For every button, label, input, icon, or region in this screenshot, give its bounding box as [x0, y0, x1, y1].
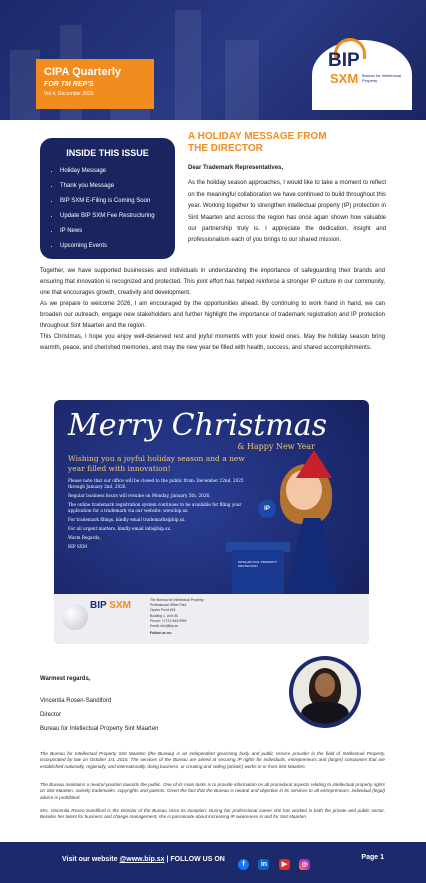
card-notice-line: For all urgent matters, kindly email info@bip.sx.: [68, 526, 172, 531]
facebook-icon[interactable]: f: [238, 859, 249, 870]
footer-bar: [0, 842, 426, 883]
issue-item: • Thank you Message: [60, 179, 155, 194]
illustration-dress: [284, 518, 340, 604]
christmas-card-image: [54, 400, 369, 644]
issue-heading: INSIDE THIS ISSUE: [66, 148, 149, 158]
about-paragraph: The Bureau for Intellectual Property Sint Maarten (the Bureau) is an independent governing body and public service provider in the field of Intellectual Property, incorporated by law on October 1st, 2015. The services of the Bureau are aimed at securing IP rights for individuals, entrepreneurs and (larger) companies that are established nationally, regionally, and internationally, doing business, or creating and selling (artistic) works in or from Sint Maarten.: [40, 751, 385, 769]
photo-background: [293, 660, 357, 724]
message-intro: [188, 163, 386, 247]
about-paragraph: Mrs. Vincentia Rosen-Sandiford is the Director of the Bureau since its inception. During her professional career she has worked in both the private and public sector. Besides her talent for business and change management, she is passionate about increasing IP awareness in and for Sint Maarten.: [40, 808, 385, 820]
message-paragraph: As the holiday season approaches, I would like to take a moment to reflect on the meaningful collaboration we have continued to build throughout this year. Working together to strengthen intellectual property (IP) protection in Sint Maarten and across the region has once again shown how valuable our partnership truly is. I appreciate the dedication, insight and professionalism each of you brings to our shared mission.: [188, 180, 386, 244]
director-name: Vincentia Rosen-Sandiford: [40, 698, 112, 704]
gift-box-label: INTELLECTUAL PROPERTY PROTECTION: [238, 560, 278, 568]
director-photo: [289, 656, 361, 728]
director-role: Director: [40, 712, 62, 718]
inside-this-issue-box: [40, 138, 175, 259]
header-banner: [0, 0, 426, 120]
santa-hat-icon: [296, 450, 332, 478]
youtube-icon[interactable]: ▶: [279, 859, 290, 870]
director-org: Bureau for Intellectual Property Sint Maarten: [40, 726, 159, 732]
issue-item: • Update BIP SXM Fee Restructuring: [60, 209, 155, 224]
card-notice-line: Regular business hours will resume on Monday, January 5th, 2026.: [68, 493, 211, 498]
issue-item: • BIP SXM E-Filing is Coming Soon: [60, 194, 155, 209]
message-paragraph: As we prepare to welcome 2026, I am encouraged by the opportunities ahead. By continuing to work hand in hand, we can broaden our outreach, engage new stakeholders and further highlight the importance of trademark registration and IP protection throughout Sint Maarten and the region.: [40, 301, 385, 329]
logo-sub-text: SXM: [330, 71, 359, 86]
website-link[interactable]: @www.bip.sx: [119, 856, 165, 863]
issue-item: • Upcoming Events: [60, 239, 155, 254]
linkedin-icon[interactable]: in: [258, 859, 269, 870]
follow-label: | FOLLOW US ON: [166, 856, 225, 863]
logo-caption: Bureau for Intellectual Property: [362, 73, 401, 83]
photo-face: [315, 673, 335, 697]
card-footer-logo: [90, 600, 131, 611]
card-footer-logo-sub: SXM: [109, 600, 131, 611]
logo-main-text: BIP: [328, 50, 360, 71]
newsletter-subtitle: FOR TM REP'S: [44, 81, 94, 88]
message-title-line: THE DIRECTOR: [188, 143, 263, 154]
issue-list: [50, 164, 155, 254]
issue-item: • IP News: [60, 224, 155, 239]
newsletter-title: CIPA Quarterly: [44, 66, 122, 78]
page-number: Page 1: [361, 854, 384, 861]
card-merry-christmas: Merry Christmas: [68, 408, 328, 443]
message-title-line: A HOLIDAY MESSAGE FROM: [188, 131, 327, 142]
message-paragraph: This Christmas, I hope you enjoy well-deserved rest and joyful moments with your loved ones. May the holiday season bring warmth, peace, and cherished memories, and may the new year be filled with health, success, and shared accomplishments.: [40, 334, 385, 351]
card-happy-new-year: & Happy New Year: [237, 442, 315, 451]
message-paragraph: Together, we have supported businesses and individuals in understanding the importance of safeguarding their brands and ensuring that innovation is recognized and protected. This joint effort has helped reinforce a stronger IP culture in our community, one that encourages growth, creativity and development.: [40, 268, 385, 296]
bip-sxm-logo: [312, 40, 412, 110]
card-address: [150, 598, 240, 636]
photo-body: [301, 702, 349, 724]
card-wish: Wishing you a joyful holiday season and a new year filled with innovation!: [68, 454, 245, 473]
card-notice-line: The online trademark registration system continues to be available for filing your application for a trademark via our website: www.bip.sx.: [68, 502, 242, 513]
message-greeting: Dear Trademark Representatives,: [188, 165, 284, 171]
card-notice-line: Please note that our office will be closed to the public from: December 22nd, 2025 through January 2nd, 2026.: [68, 478, 244, 489]
social-icons: [238, 853, 315, 871]
card-address-text: The Bureau for Intellectual Property Professional Office Park Oyster Pond #15 Building 1, Unit 35 Phone: +1721-543-9990 Email: info@bip.sx: [150, 598, 204, 629]
message-title: [188, 131, 327, 155]
ip-badge-icon: IP: [258, 500, 276, 518]
visit-label: Visit our website: [62, 856, 118, 863]
card-follow-label: Follow us on:: [150, 631, 172, 636]
building-silhouette: [175, 10, 201, 120]
instagram-icon[interactable]: ◎: [299, 859, 310, 870]
building-silhouette: [225, 40, 259, 120]
card-notice-line: For trademark filings, kindly email trademarks@bip.sx.: [68, 517, 186, 522]
newsletter-volume: Vol 4, December 2025: [44, 91, 94, 97]
newsletter-title-box: [36, 59, 154, 109]
card-notice-line: Warm Regards,: [68, 535, 101, 540]
signature-block: [40, 672, 158, 736]
footer-text: [62, 856, 225, 863]
gift-box-icon: [232, 550, 284, 596]
closing: Warmest regards,: [40, 676, 91, 682]
card-footer: [54, 594, 369, 644]
card-notice-line: BIP SXM: [68, 544, 88, 549]
card-footer-logo-main: BIP: [90, 600, 107, 611]
about-paragraph: The Bureau maintains a neutral position towards the public. One of its main tasks is to provide information on all procedural aspects relating to intellectual property rights on Sint Maarten, namely trademarks, copyrights and patents. Given the fact that the Bureau is neutral and objective in its services to all entrepreneurs, individual (legal) advice is prohibited.: [40, 782, 385, 800]
issue-item: • Holiday Message: [60, 164, 155, 179]
ornament-icon: [62, 604, 88, 630]
